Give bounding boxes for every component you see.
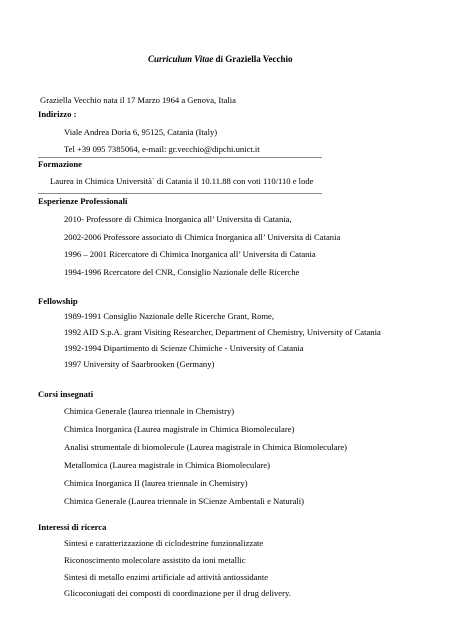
list-item: Chimica Inorganica (Laurea magistrale in Chimica Biomoleculare) bbox=[64, 424, 295, 434]
list-item: Chimica Inorganica II (laurea triennale in Chemistry) bbox=[64, 478, 248, 488]
title-italic: Curriculum Vitae bbox=[148, 54, 214, 64]
title-rest: di Graziella Vecchio bbox=[213, 54, 293, 64]
list-item: 2010- Professore di Chimica Inorganica all’ Universita di Catania, bbox=[64, 214, 292, 224]
contact-line: Tel +39 095 7385064, e-mail: gr.vecchio@dipchi.unict.it bbox=[64, 144, 260, 154]
address-line: Viale Andrea Doria 6, 95125, Catania (Italy) bbox=[64, 127, 218, 137]
list-item: Chimica Generale (laurea triennale in Chemistry) bbox=[64, 406, 235, 416]
list-item: Sintesi e caratterizzazione di ciclodestrine funzionalizzate bbox=[64, 538, 264, 548]
list-item: Sintesi di metallo enzimi artificiale ad attività antiossidante bbox=[64, 572, 269, 582]
section-heading-esperienze: Esperienze Professionali bbox=[38, 196, 128, 206]
section-heading-interessi: Interessi di ricerca bbox=[38, 522, 107, 532]
list-item: Analisi strumentale di biomolecule (Laurea magistrale in Chimica Biomoleculare) bbox=[64, 442, 348, 452]
address-heading: Indirizzo : bbox=[38, 109, 77, 119]
list-item: 1994-1996 Rcercatore del CNR, Consiglio Nazionale delle Ricerche bbox=[64, 267, 300, 277]
list-item: 1992 AID S.p.A. grant Visiting Researcher, Department of Chemistry, University of Catania bbox=[64, 327, 381, 337]
list-item: 1989-1991 Consiglio Nazionale delle Ricerche Grant, Rome, bbox=[64, 311, 275, 321]
list-item: 1996 – 2001 Ricercatore di Chimica Inorganica all’ Universita di Catania bbox=[64, 249, 316, 259]
list-item: 1992-1994 Dipartimento di Scienze Chimiche - University of Catania bbox=[64, 343, 304, 353]
list-item: Riconoscimento molecolare assistito da ioni metallic bbox=[64, 555, 246, 565]
section-heading-fellowship: Fellowship bbox=[38, 296, 78, 306]
section-heading-corsi: Corsi insegnati bbox=[38, 389, 94, 399]
page-title bbox=[148, 54, 293, 64]
list-item: Chimica Generale (Laurea triennale in SCienze Ambentali e Naturali) bbox=[64, 496, 305, 506]
section-rule bbox=[38, 193, 322, 194]
list-item: Glicoconiugati dei composti di coordinazione per il drug delivery. bbox=[64, 588, 291, 598]
birth-info: Graziella Vecchio nata il 17 Marzo 1964 a Genova, Italia bbox=[40, 95, 236, 105]
section-heading-formazione: Formazione bbox=[38, 159, 82, 169]
list-item: 2002-2006 Professore associato di Chimica Inorganica all’ Universita di Catania bbox=[64, 232, 341, 242]
list-item: 1997 University of Saarbrooken (Germany) bbox=[64, 359, 215, 369]
list-item: Laurea in Chimica Università` di Catania il 10.11.88 con voti 110/110 e lode bbox=[50, 176, 314, 186]
list-item: Metallomica (Laurea magistrale in Chimica Biomoleculare) bbox=[64, 460, 270, 470]
section-rule bbox=[38, 157, 322, 158]
